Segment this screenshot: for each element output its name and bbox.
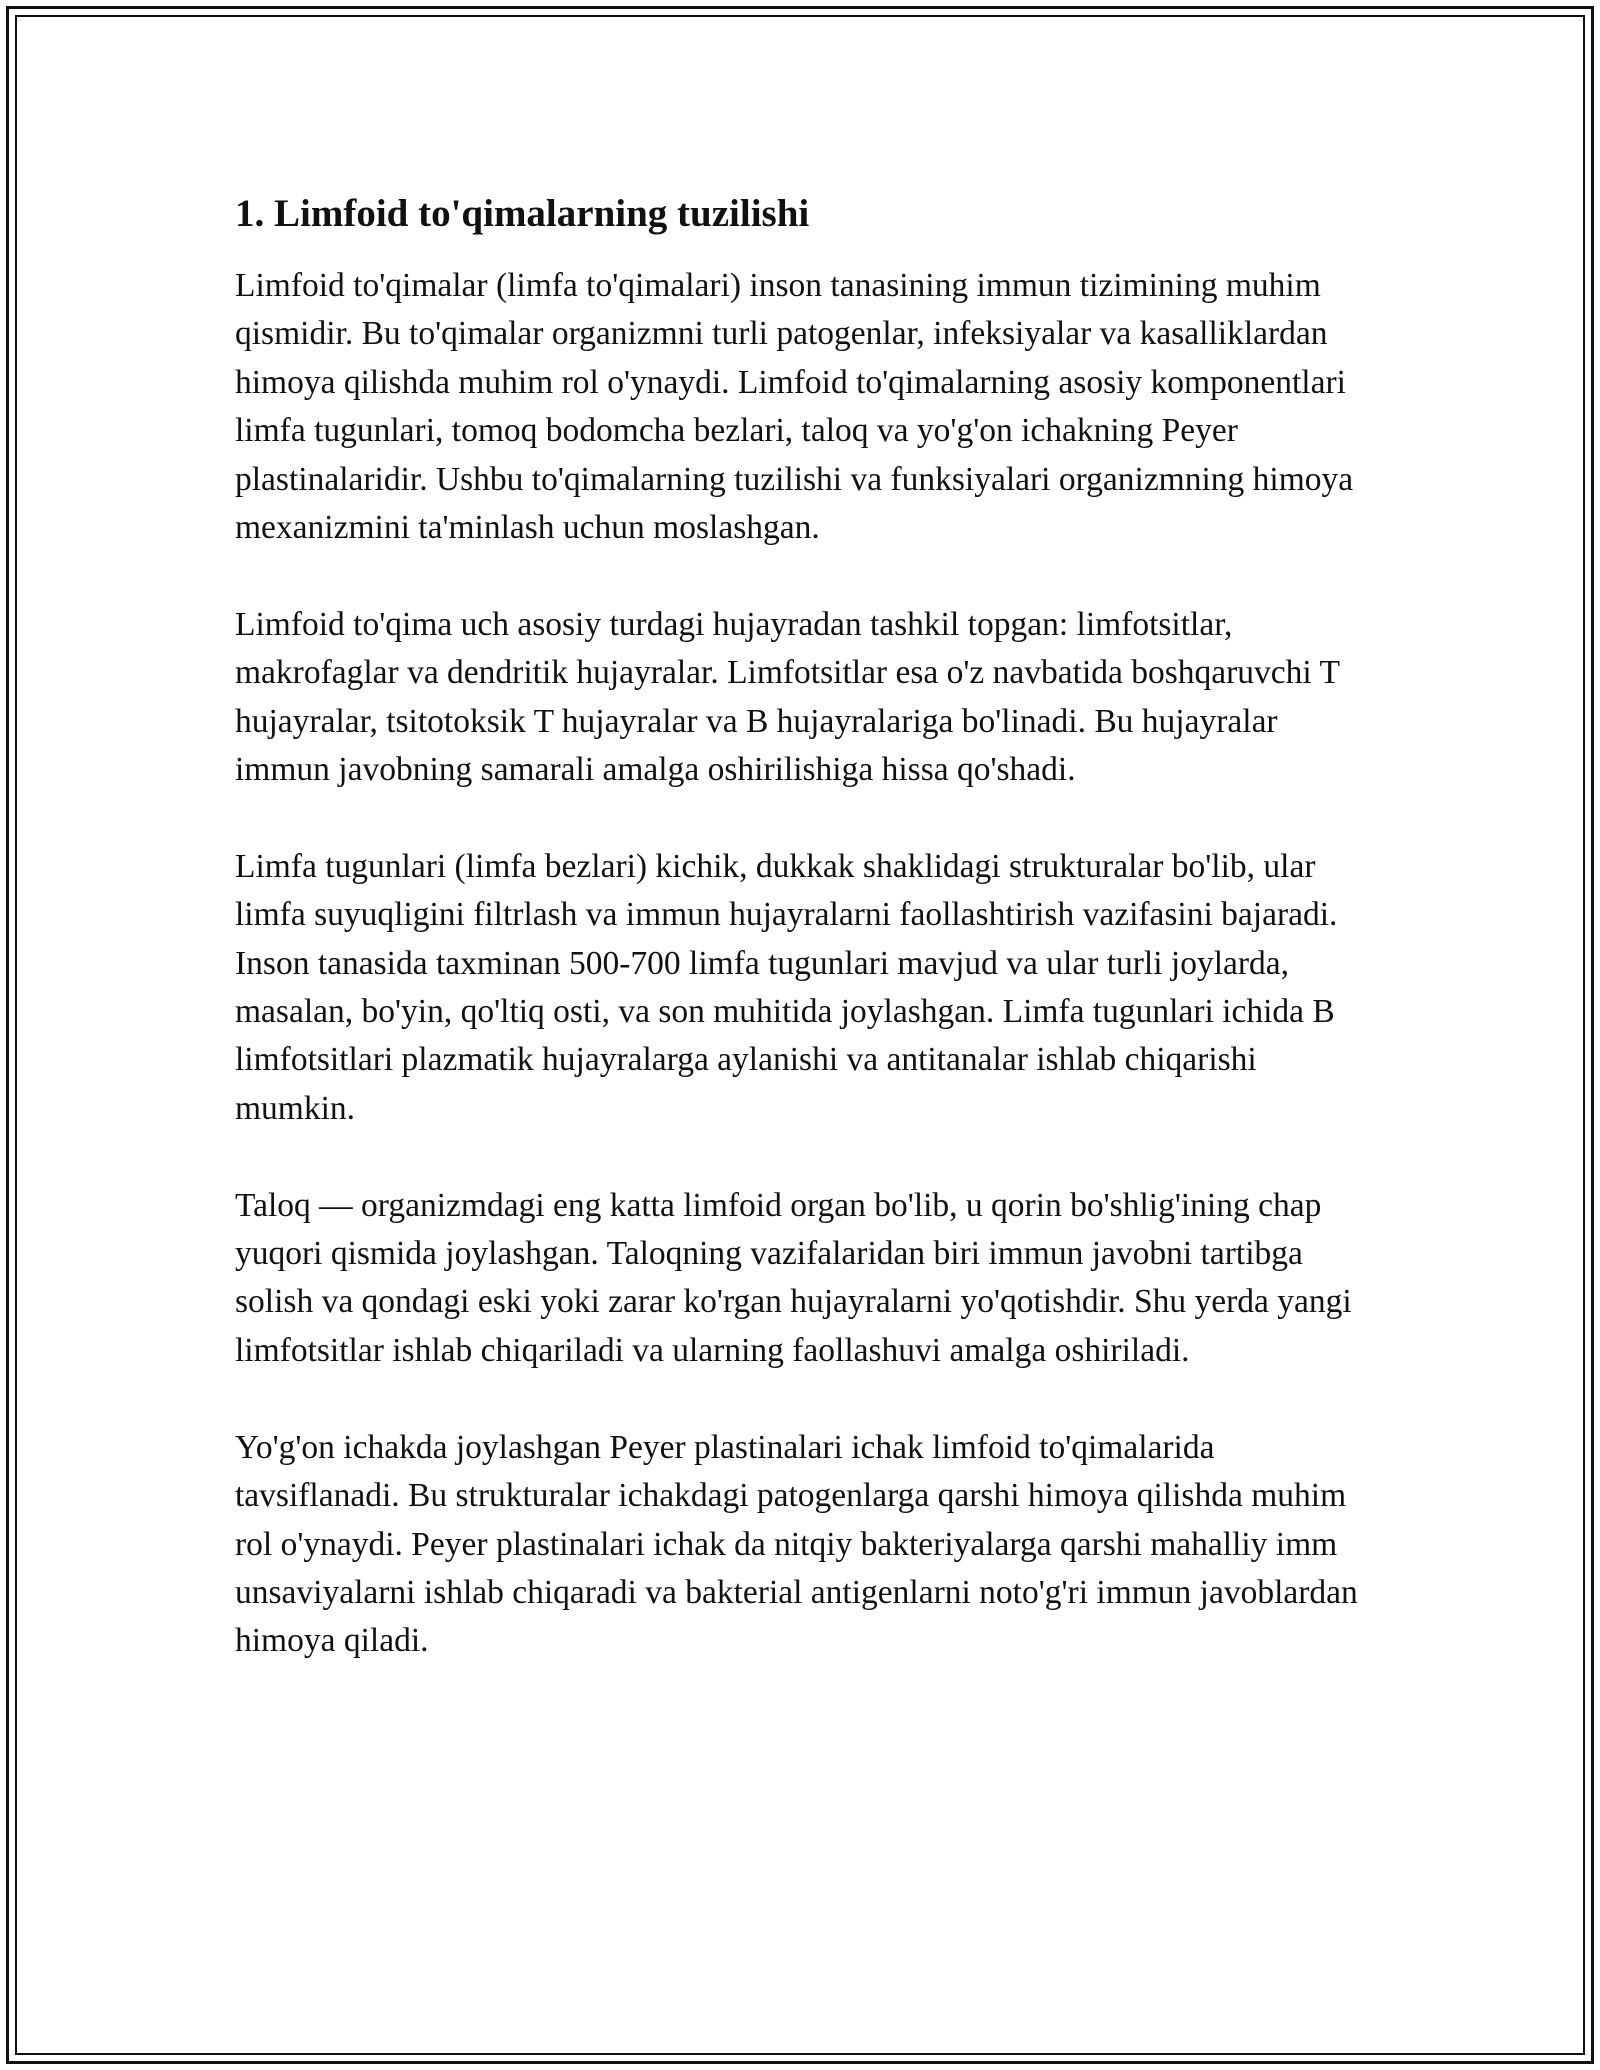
section-title: 1. Limfoid to'qimalarning tuzilishi <box>235 192 810 235</box>
paragraph-spleen: Taloq — organizmdagi eng katta limfoid organ bo'lib, u qorin bo'shlig'ining chap yuqori qismida joylashgan. Taloqning vazifalaridan biri immun javobni tartibga solish va qondagi eski yoki zarar ko'rgan hujayralarni yo'qotishdir. Shu yerda yangi limfotsitlar ishlab chiqariladi va ularning faollashuvi amalga oshiriladi. <box>235 1186 1352 1369</box>
paragraph-peyer-patches: Yo'g'on ichakda joylashgan Peyer plastinalari ichak limfoid to'qimalarida tavsiflanadi. Bu strukturalar ichakdagi patogenlarga qarshi himoya qilishda muhim rol o'ynaydi. Peyer plastinalari ichak da nitqiy bakteriyalarga qarshi mahalliy imm unsaviyalarni ishlab chiqaradi va bakterial antigenlarni noto'g'ri immun javoblardan himoya qiladi. <box>235 1428 1358 1660</box>
paragraph-cell-types: Limfoid to'qima uch asosiy turdagi hujayradan tashkil topgan: limfotsitlar, makrofaglar va dendritik hujayralar. Limfotsitlar esa o'z navbatida boshqaruvchi T hujayralar, tsitotoksik T hujayralar va B hujayralariga bo'linadi. Bu hujayralar immun javobning samarali amalga oshirilishiga hissa qo'shadi. <box>235 605 1340 789</box>
paragraph-intro: Limfoid to'qimalar (limfa to'qimalari) inson tanasining immun tizimining muhim qismidir. Bu to'qimalar organizmni turli patogenlar, infeksiyalar va kasalliklardan himoya qilishda muhim rol o'ynaydi. Limfoid to'qimalarning asosiy komponentlari limfa tugunlari, tomoq bodomcha bezlari, taloq va yo'g'on ichakning Peyer plastinalaridir. Ushbu to'qimalarning tuzilishi va funksiyalari organizmning himoya mexanizmini ta'minlash uchun moslashgan. <box>235 267 1354 547</box>
paragraph-lymph-nodes: Limfa tugunlari (limfa bezlari) kichik, dukkak shaklidagi strukturalar bo'lib, ular limfa suyuqligini filtrlash va immun hujayralarni faollashtirish vazifasini bajaradi. Inson tanasida taxminan 500-700 limfa tugunlari mavjud va ular turli joylarda, masalan, bo'yin, qo'ltiq osti, va son muhitida joylashgan. Limfa tugunlari ichida B limfotsitlari plazmatik hujayralarga aylanishi va antitanalar ishlab chiqarishi mumkin. <box>235 847 1338 1127</box>
document-body <box>235 188 1370 1714</box>
